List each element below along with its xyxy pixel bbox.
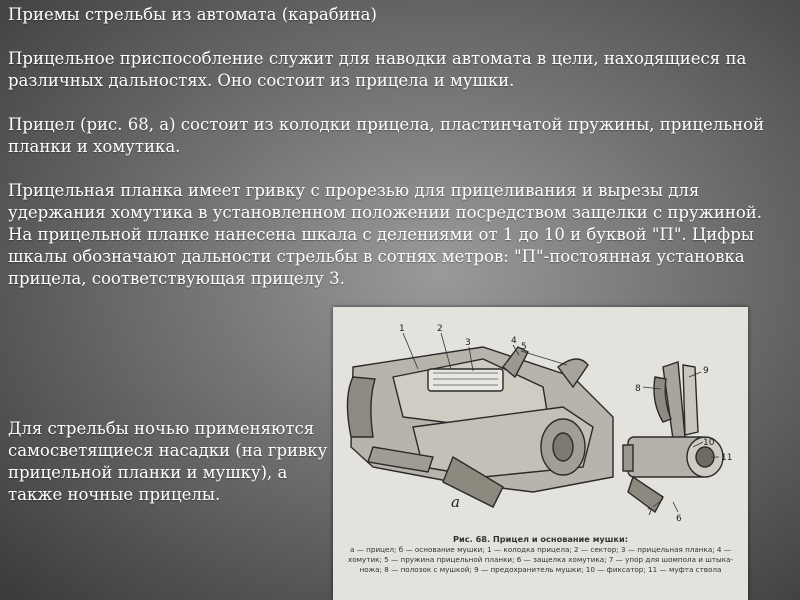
label-6: 6 bbox=[676, 514, 682, 524]
figure-caption bbox=[337, 534, 744, 575]
label-10: 10 bbox=[703, 438, 715, 448]
slide-text bbox=[8, 4, 788, 290]
label-8: 8 bbox=[635, 384, 641, 394]
caption-title: Рис. 68. Прицел и основание мушки: bbox=[453, 534, 628, 544]
slide-title: Приемы стрельбы из автомата (карабина) bbox=[8, 5, 377, 24]
night-shooting-text bbox=[8, 418, 328, 506]
paragraph-night: Для стрельбы ночью применяются самосветящиеся насадки (на гривку прицельной планки и мушку), а также ночные прицелы. bbox=[8, 419, 328, 504]
label-5: 5 bbox=[521, 342, 527, 352]
figure-68 bbox=[333, 307, 748, 600]
label-11: 11 bbox=[721, 453, 733, 463]
label-7: 7 bbox=[647, 508, 653, 518]
label-2: 2 bbox=[437, 324, 443, 334]
caption-text: а — прицел; б — основание мушки; 1 — колодка прицела; 2 — сектор; 3 — прицельная планка; 4 — хомутик; 5 — пружина прицельной планки; 6 — защелка хомутика; 7 — упор для шомпола и штыка-ножа; 8 — полозок с мушкой; 9 — предохранитель мушки; 10 — фиксатор; 11 — муфта ствола bbox=[347, 545, 734, 574]
paragraph-sight-bar: Прицельная планка имеет гривку с прорезью для прицеливания и вырезы для удержания хомутика в установленном положении посредством защелки с пружиной. На прицельной планке нанесена шкала с делениями от 1 до 10 и буквой "П". Цифры шкалы обозначают дальности стрельбы в сотнях метров: "П"-постоянная установка прицела, соответствующая прицелу 3. bbox=[8, 181, 763, 288]
label-1: 1 bbox=[399, 324, 405, 334]
label-9: 9 bbox=[703, 366, 709, 376]
label-3: 3 bbox=[465, 338, 471, 348]
paragraph-sight-parts: Прицел (рис. 68, а) состоит из колодки прицела, пластинчатой пружины, прицельной планки и хомутика. bbox=[8, 115, 765, 156]
paragraph-purpose: Прицельное приспособление служит для наводки автомата в цели, находящиеся па различных дальностях. Оно состоит из прицела и мушки. bbox=[8, 49, 747, 90]
label-4: 4 bbox=[511, 336, 517, 346]
label-a: а bbox=[451, 493, 460, 511]
